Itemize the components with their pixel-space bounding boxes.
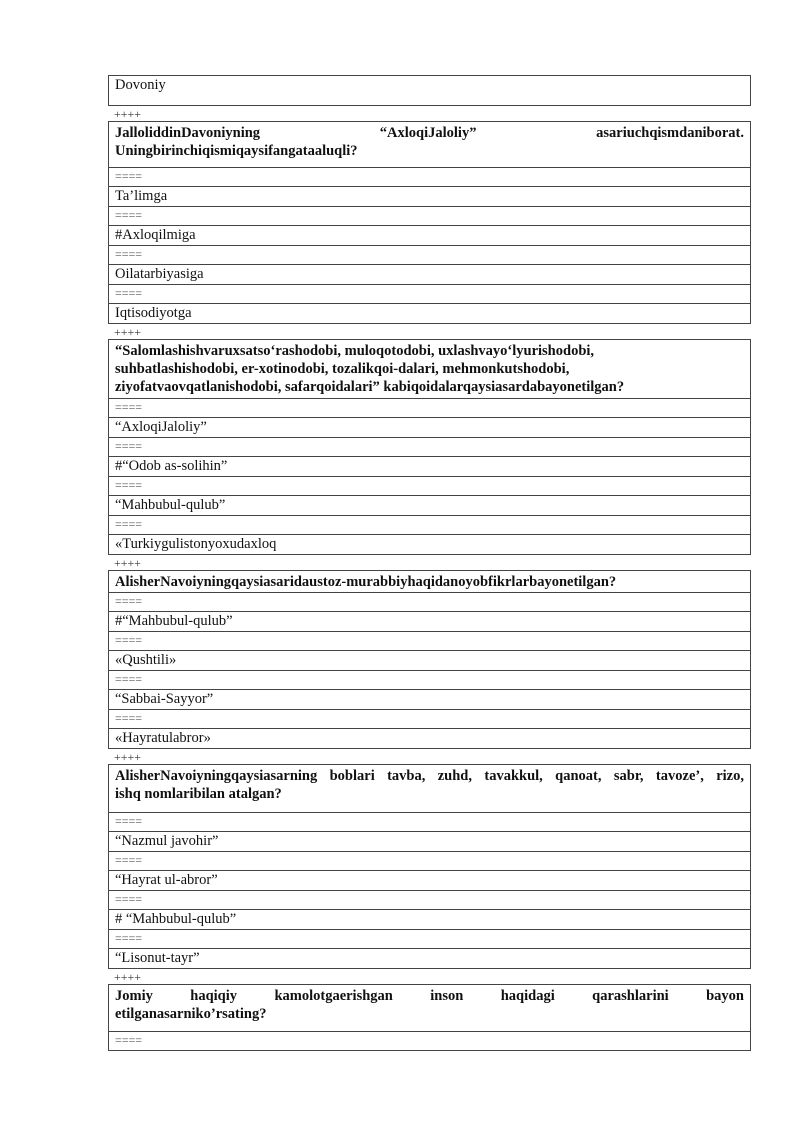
answer-option: “Hayrat ul-abror” bbox=[108, 871, 751, 891]
answer-option: “Mahbubul-qulub” bbox=[108, 496, 751, 516]
question-text bbox=[108, 339, 751, 399]
question-line: AlisherNavoiyningqaysiasarning boblari tavba, zuhd, tavakkul, qanoat, sabr, tavoze’, rizo, bbox=[115, 768, 744, 784]
question-line: Uningbirinchiqismiqaysifangataaluqli? bbox=[115, 143, 358, 159]
answer-separator: ==== bbox=[108, 438, 751, 457]
question-text bbox=[108, 121, 751, 168]
answer-separator: ==== bbox=[108, 671, 751, 690]
question-line: “Salomlashishvaruxsatso‘rashodobi, muloqotodobi, uxlashvayo‘lyurishodobi, bbox=[115, 343, 595, 359]
document-page bbox=[108, 75, 751, 1051]
answer-option: «Qushtili» bbox=[108, 651, 751, 671]
question-marker: ++++ bbox=[114, 556, 142, 570]
question-line: Jomiy haqiqiy kamolotgaerishgan inson haqidagi qarashlarini bayon bbox=[115, 988, 744, 1004]
answer-option: #Axloqilmiga bbox=[108, 226, 751, 246]
question-line: ziyofatvaovqatlanishodobi, safarqoidalari” kabiqoidalarqaysiasardabayonetilgan? bbox=[115, 379, 625, 395]
answer-separator: ==== bbox=[108, 477, 751, 496]
question-marker: ++++ bbox=[114, 970, 142, 984]
answer-separator: ==== bbox=[108, 930, 751, 949]
question-text bbox=[108, 984, 751, 1032]
question-line: JalloliddinDavoniyning “AxloqiJaloliy” asariuchqismdaniborat. bbox=[115, 125, 744, 141]
answer-separator: ==== bbox=[108, 632, 751, 651]
question-text bbox=[108, 570, 751, 593]
answer-separator: ==== bbox=[108, 246, 751, 265]
answer-option: Iqtisodiyotga bbox=[108, 304, 751, 324]
answer-separator: ==== bbox=[108, 891, 751, 910]
answer-separator: ==== bbox=[108, 1032, 751, 1051]
answer-option: Ta’limga bbox=[108, 187, 751, 207]
answer-separator: ==== bbox=[108, 168, 751, 187]
answer-option: “Sabbai-Sayyor” bbox=[108, 690, 751, 710]
answer-option: #“Odob as-solihin” bbox=[108, 457, 751, 477]
answer-separator: ==== bbox=[108, 710, 751, 729]
answer-option: “AxloqiJaloliy” bbox=[108, 418, 751, 438]
question-line: AlisherNavoiyningqaysiasaridaustoz-murabbiyhaqidanoyobfikrlarbayonetilgan? bbox=[115, 574, 617, 590]
answer-option: # “Mahbubul-qulub” bbox=[108, 910, 751, 930]
question-line: suhbatlashishodobi, er-xotinodobi, tozalikqoi-dalari, mehmonkutshodobi, bbox=[115, 361, 570, 377]
question-text bbox=[108, 764, 751, 813]
answer-option: #“Mahbubul-qulub” bbox=[108, 612, 751, 632]
question-marker: ++++ bbox=[114, 750, 142, 764]
answer-option: Dovoniy bbox=[108, 75, 751, 106]
question-marker: ++++ bbox=[114, 325, 142, 339]
question-line: ishq nomlaribilan atalgan? bbox=[115, 786, 282, 802]
answer-separator: ==== bbox=[108, 207, 751, 226]
question-line: etilganasarniko’rsating? bbox=[115, 1006, 267, 1022]
answer-separator: ==== bbox=[108, 813, 751, 832]
answer-option: Oilatarbiyasiga bbox=[108, 265, 751, 285]
answer-separator: ==== bbox=[108, 852, 751, 871]
answer-separator: ==== bbox=[108, 399, 751, 418]
answer-option: «Turkiygulistonyoxudaxloq bbox=[108, 535, 751, 555]
answer-option: “Nazmul javohir” bbox=[108, 832, 751, 852]
question-marker: ++++ bbox=[114, 107, 142, 121]
answer-option: “Lisonut-tayr” bbox=[108, 949, 751, 969]
answer-separator: ==== bbox=[108, 593, 751, 612]
answer-separator: ==== bbox=[108, 285, 751, 304]
answer-separator: ==== bbox=[108, 516, 751, 535]
answer-option: «Hayratulabror» bbox=[108, 729, 751, 749]
